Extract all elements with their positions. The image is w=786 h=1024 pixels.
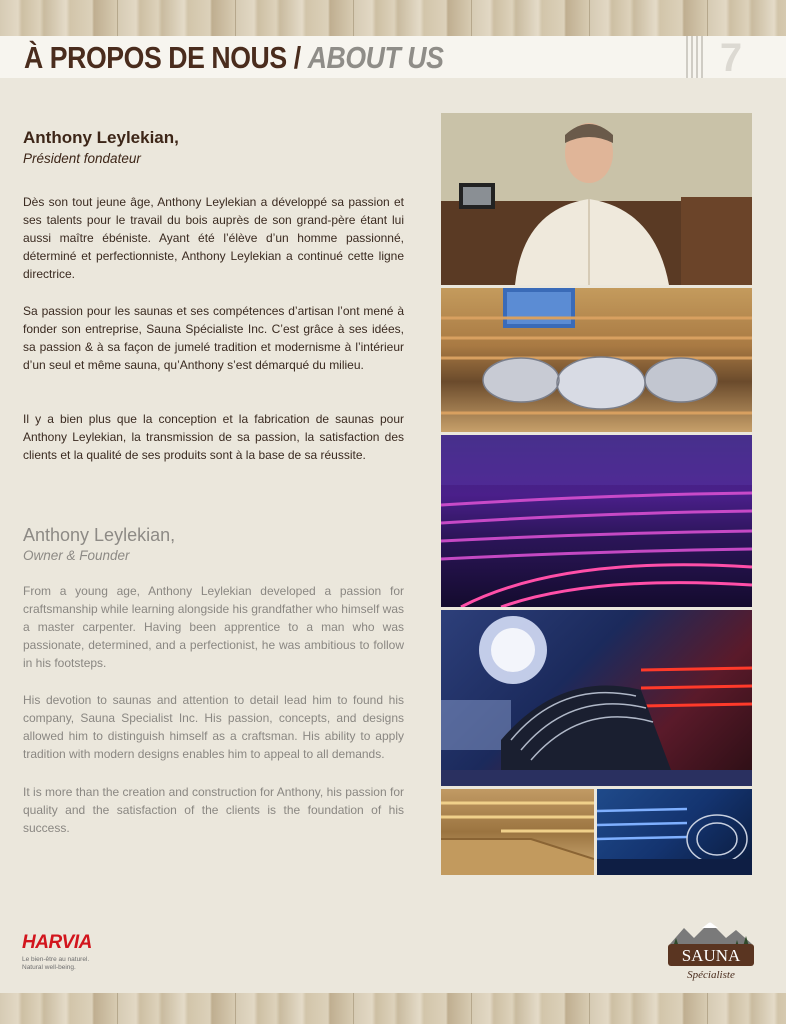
french-paragraph-3 — [23, 410, 404, 464]
french-paragraph-2 — [23, 302, 404, 374]
french-role: Président fondateur — [23, 151, 141, 166]
title-english: ABOUT US — [307, 40, 444, 75]
english-role: Owner & Founder — [23, 548, 130, 563]
french-heading-block — [23, 128, 404, 168]
harvia-tagline-fr: Le bien-être au naturel. — [22, 956, 90, 963]
sauna-specialiste-logo — [666, 920, 756, 982]
french-paragraph-1 — [23, 193, 404, 283]
page-number-lines — [686, 36, 704, 78]
wood-border-bottom — [0, 993, 786, 1024]
french-paragraph-text-2: Sa passion pour les saunas et ses compétences d’artisan l’ont mené à fonder son entreprise, Sauna Spécialiste Inc. C’est grâce à ses idées, sa passion & à sa façon de jumelé tradition et modernisme à l’intérieur d’un seul et même sauna, qu’Anthony s’est démarqué du milieu. — [23, 304, 404, 372]
wood-bench-photo — [441, 789, 594, 875]
showroom-sauna-photo — [441, 610, 752, 786]
english-paragraph-text-3: It is more than the creation and construction for Anthony, his passion for quality and the satisfaction of the clients is the foundation of his success. — [23, 785, 404, 835]
wood-border-top — [0, 0, 786, 36]
french-paragraph-text-3: Il y a bien plus que la conception et la fabrication de saunas pour Anthony Leylekian, la transmission de sa passion, la satisfaction des clients et la qualité de ses produits sont à la base de sa réussite. — [23, 412, 404, 462]
purple-sauna-photo — [441, 435, 752, 607]
french-paragraph-text-1: Dès son tout jeune âge, Anthony Leylekian a développé sa passion et ses talents pour le travail du bois auprès de son grand-père étant lui aussi maître ébéniste. Ayant été l’élève d’un homme passionné, déterminé et perfectionniste, Anthony Leylekian a continué cette ligne directrice. — [23, 195, 404, 281]
sauna-stove-photo — [441, 288, 752, 432]
page-header — [0, 36, 786, 78]
harvia-logo: HARVIA — [22, 932, 92, 953]
sauna-logo-script: Spécialiste — [687, 969, 735, 981]
page-number: 7 — [719, 36, 743, 80]
french-name: Anthony Leylekian, — [23, 128, 179, 147]
english-heading-block — [23, 525, 404, 565]
harvia-tagline-en: Natural well-being. — [22, 964, 76, 971]
harvia-tagline — [22, 956, 89, 972]
english-paragraph-text-2: His devotion to saunas and attention to detail lead him to found his company, Sauna Specialist Inc. His passion, concepts, and designs allowed him to distinguish himself as a craftsman. His ability to apply tradition with modern designs enables him to appeal to all demands. — [23, 693, 404, 761]
english-paragraph-2 — [23, 691, 404, 763]
english-name: Anthony Leylekian, — [23, 525, 176, 545]
english-paragraph-text-1: From a young age, Anthony Leylekian developed a passion for craftsmanship while learning alongside his grandfather who himself was a master carpenter. Having been apprentice to a man who was passionate, determined, and a perfectionist, he was ambitious to follow in his footsteps. — [23, 584, 404, 670]
english-paragraph-3 — [23, 783, 404, 837]
portrait-photo — [441, 113, 752, 285]
blue-sauna-photo — [597, 789, 752, 875]
title-separator: / — [293, 40, 301, 75]
sauna-logo-word: SAUNA — [681, 946, 741, 965]
title-french: À PROPOS DE NOUS — [24, 40, 287, 75]
english-paragraph-1 — [23, 582, 404, 672]
page-title — [24, 40, 443, 76]
